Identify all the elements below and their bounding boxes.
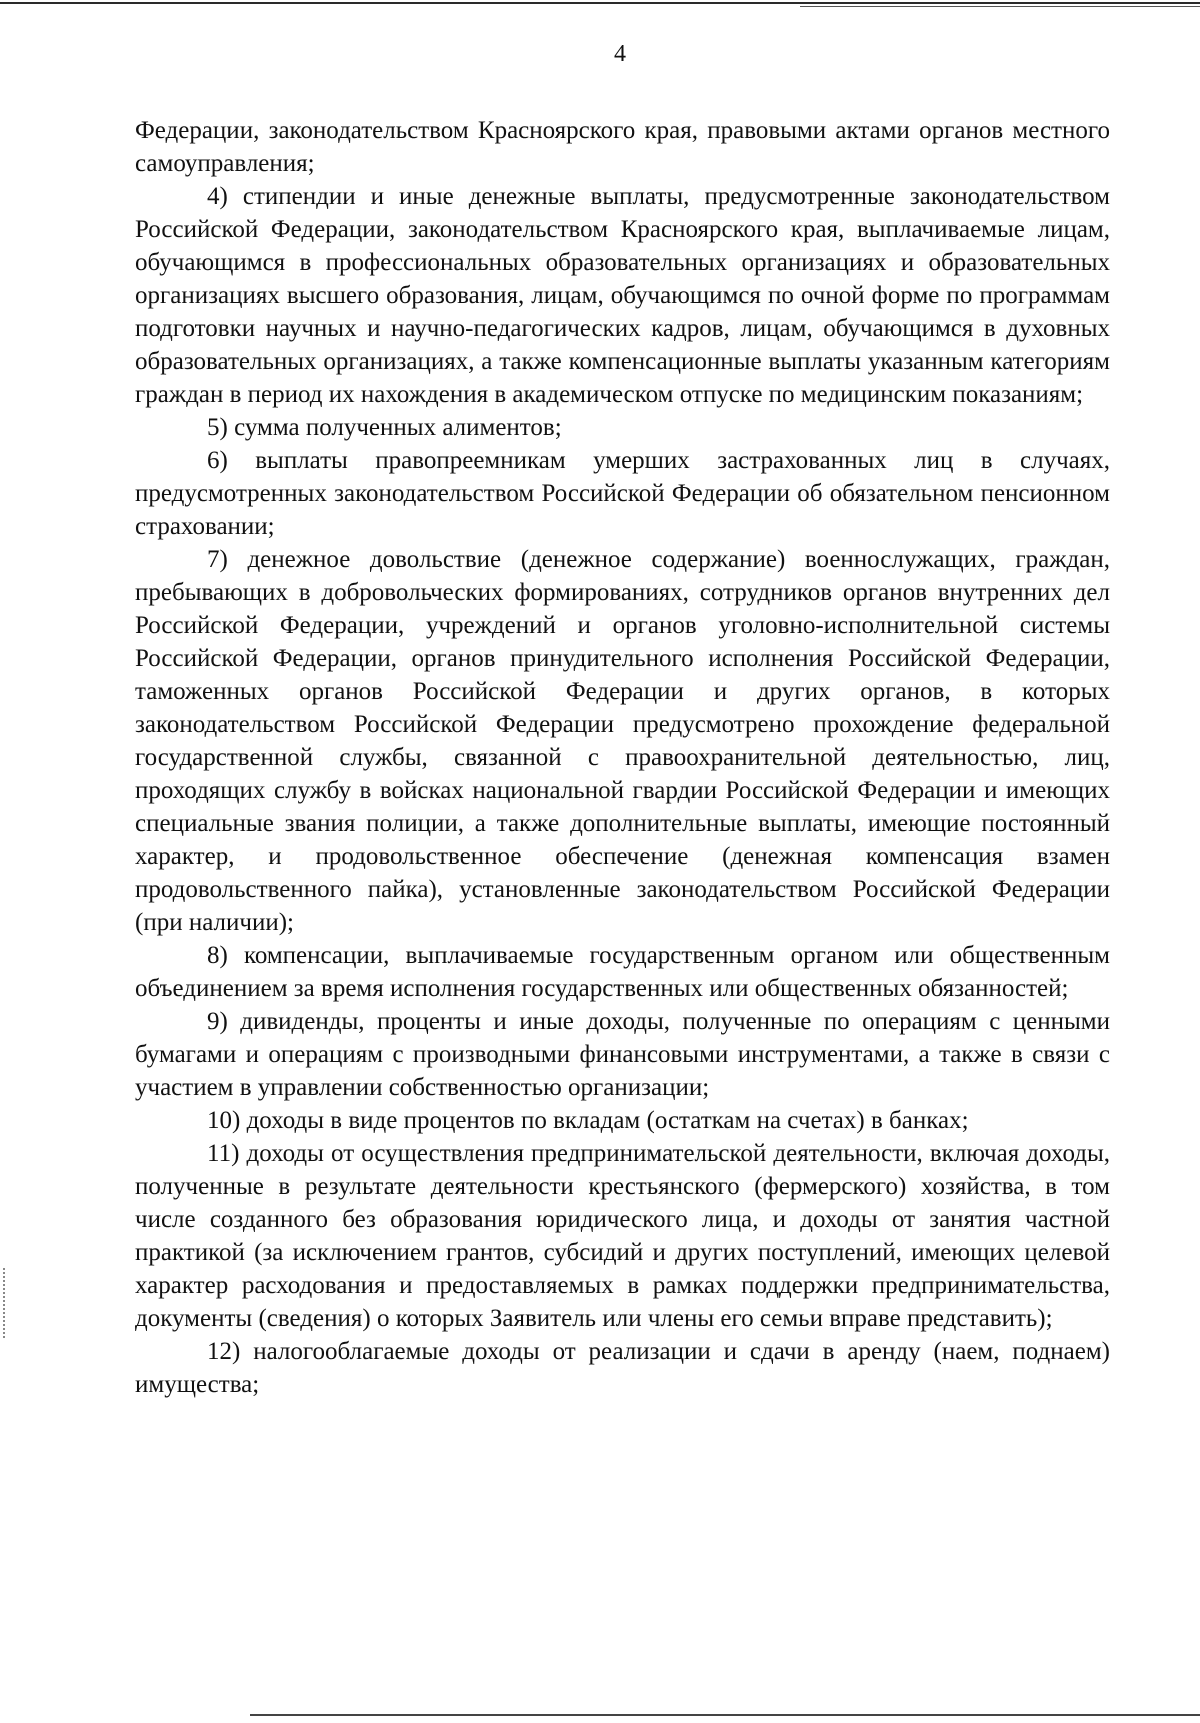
paragraph-item-7: 7) денежное довольствие (денежное содержание) военнослужащих, граждан, пребывающих в добровольческих формированиях, сотрудников органов внутренних дел Российской Федерации, учреждений и органов уголовно-исполнительной системы Российской Федерации, органов принудительного исполнения Российской Федерации, таможенных органов Российской Федерации и других органов, в которых законодательством Российской Федерации предусмотрено прохождение федеральной государственной службы, связанной с правоохранительной деятельностью, лиц, проходящих службу в войсках национальной гвардии Российской Федерации и имеющих специальные звания полиции, а также дополнительные выплаты, имеющие постоянный характер, и продовольственное обеспечение (денежная компенсация взамен продовольственного пайка), установленные законодательством Российской Федерации (при наличии);: [135, 546, 1110, 936]
paragraph-item-11: 11) доходы от осуществления предпринимательской деятельности, включая доходы, полученные в результате деятельности крестьянского (фермерского) хозяйства, в том числе созданного без образования юридического лица, и доходы от занятия частной практикой (за исключением грантов, субсидий и других поступлений, имеющих целевой характер расходования и предоставляемых в рамках поддержки предпринимательства, документы (сведения) о которых Заявитель или члены его семьи вправе представить);: [135, 1140, 1110, 1332]
paragraph-item-10: 10) доходы в виде процентов по вкладам (остаткам на счетах) в банках;: [207, 1107, 969, 1134]
scan-edge-line-bottom: [250, 1714, 1200, 1716]
paragraph-item-9: 9) дивиденды, проценты и иные доходы, полученные по операциям с ценными бумагами и операциям с производными финансовыми инструментами, а также в связи с участием в управлении собственностью организации;: [135, 1008, 1110, 1101]
scan-edge-line-top: [0, 2, 1200, 4]
paragraph-item-4: 4) стипендии и иные денежные выплаты, предусмотренные законодательством Российской Федерации, законодательством Красноярского края, выплачиваемые лицам, обучающимся в профессиональных образовательных организациях и образовательных организациях высшего образования, лицам, обучающимся по очной форме по программам подготовки научных и научно-педагогических кадров, лицам, обучающимся в духовных образовательных организациях, а также компенсационные выплаты указанным категориям граждан в период их нахождения в академическом отпуске по медицинским показаниям;: [135, 183, 1110, 408]
paragraph-item-5: 5) сумма полученных алиментов;: [207, 414, 562, 441]
document-body: [135, 114, 1110, 1401]
paragraph-item-6: 6) выплаты правопреемникам умерших застрахованных лиц в случаях, предусмотренных законодательством Российской Федерации об обязательном пенсионном страховании;: [135, 447, 1110, 540]
paragraph-item-12: 12) налогооблагаемые доходы от реализации и сдачи в аренду (наем, поднаем) имущества;: [135, 1338, 1110, 1398]
paragraph-continuation: Федерации, законодательством Красноярского края, правовыми актами органов местного самоуправления;: [135, 117, 1110, 177]
scan-edge-line-top-secondary: [800, 6, 1200, 7]
paragraph-item-8: 8) компенсации, выплачиваемые государственным органом или общественным объединением за время исполнения государственных или общественных обязанностей;: [135, 942, 1110, 1002]
page-number: 4: [614, 41, 626, 67]
scan-margin-specks: [3, 1268, 7, 1338]
